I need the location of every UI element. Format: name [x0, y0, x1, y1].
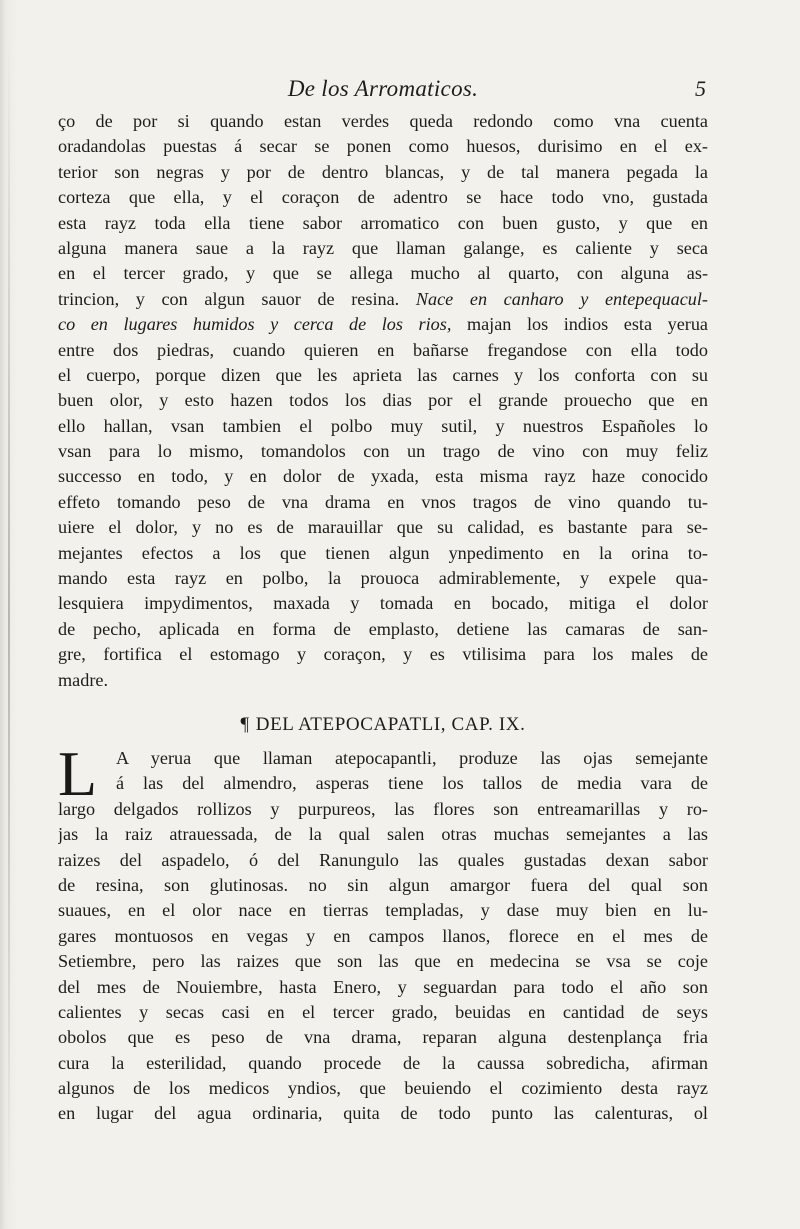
text-line: successo en todo, y en dolor de yxada, esta misma rayz haze conocido [58, 466, 708, 487]
text-line: mando esta rayz en polbo, la prouoca admirablemente, y expele qua- [58, 568, 708, 589]
text-line: esta rayz toda ella tiene sabor arromatico con buen gusto, y que en [58, 212, 708, 233]
text-line: jas la raiz atrauessada, de la qual salen otras muchas semejantes a las [58, 824, 708, 845]
text-line: de pecho, aplicada en forma de emplasto, detiene las camaras de san- [58, 618, 708, 639]
text-line: vsan para lo mismo, tomandolos con un trago de vino con muy feliz [58, 441, 708, 462]
section-heading [58, 708, 708, 742]
text-line: de resina, son glutinosas. no sin algun amargor fuera del qual son [58, 874, 708, 895]
text-line: algunos de los medicos yndios, que beuiendo el cozimiento desta rayz [58, 1078, 708, 1099]
text-line: effeto tomando peso de vna drama en vnos tragos de vino quando tu- [58, 491, 708, 512]
text-line: madre. [58, 669, 108, 690]
text-line: lesquiera impydimentos, maxada y tomada en bocado, mitiga el dolor [58, 593, 708, 614]
text-run: trincion, y con algun sauor de resina. [58, 288, 400, 309]
text-line-with-italic [58, 287, 708, 312]
text-line: entre dos piedras, cuando quieren en bañarse fregandose con ella todo [58, 339, 708, 360]
text-line: corteza que ella, y el coraçon de adentro se hace todo vno, gustada [58, 187, 708, 208]
text-line: oradandolas puestas á secar se ponen como huesos, durisimo en el ex- [58, 136, 708, 157]
running-head: De los Arromaticos. [287, 76, 479, 101]
pilcrow-icon: ¶ [240, 713, 250, 735]
text-line: obolos que es peso de vna drama, reparan alguna destenplança fria [58, 1027, 708, 1048]
text-line: A yerua que llaman atepocapantli, produze las ojas semejante [116, 747, 708, 768]
italic-run: co en lugares humidos y cerca de los rios, [58, 314, 452, 335]
text-line-with-italic [58, 312, 708, 337]
text-line: buen olor, y esto hazen todos los dias por el grande prouecho que en [58, 390, 708, 411]
body-text [58, 109, 708, 1127]
text-line: raizes del aspadelo, ó del Ranungulo las quales gustadas dexan sabor [58, 849, 708, 870]
text-line: del mes de Nouiembre, hasta Enero, y seguardan para todo el año son [58, 976, 708, 997]
text-line: gre, fortifica el estomago y coraçon, y es vtilisima para los males de [58, 644, 708, 665]
text-line: ço de por si quando estan verdes queda redondo como vna cuenta [58, 111, 708, 131]
binding-gutter [8, 40, 10, 1200]
text-line: gares montuosos en vegas y en campos llanos, florece en el mes de [58, 925, 708, 946]
text-line: suaues, en el olor nace en tierras templadas, y dase muy bien en lu- [58, 900, 708, 921]
page-number: 5 [695, 76, 706, 101]
italic-run: Nace en canharo y entepequacul- [415, 288, 708, 309]
text-line: alguna manera saue a la rayz que llaman galange, es caliente y seca [58, 237, 708, 258]
text-line: cura la esterilidad, quando procede de la caussa sobredicha, afirman [58, 1052, 708, 1073]
text-line: Setiembre, pero las raizes que son las que en medecina se vsa se coje [58, 951, 708, 972]
text-line: calientes y secas casi en el tercer grado, beuidas en cantidad de seys [58, 1001, 708, 1022]
text-line: mejantes efectos a los que tienen algun ynpedimento en la orina to- [58, 542, 708, 563]
text-line: en el tercer grado, y que se allega mucho al quarto, con alguna as- [58, 263, 708, 284]
text-line: en lugar del agua ordinaria, quita de todo punto las calenturas, ol [58, 1103, 708, 1124]
paragraph-1 [58, 109, 708, 693]
text-line: á las del almendro, asperas tiene los tallos de media vara de [116, 773, 708, 794]
section-title: DEL ATEPOCAPATLI, CAP. IX. [255, 713, 526, 735]
text-line: largo delgados rollizos y purpureos, las flores son entreamarillas y ro- [58, 798, 708, 819]
text-run: majan los indios esta yerua [466, 314, 708, 335]
text-line: terior son negras y por de dentro blancas, y de tal manera pegada la [58, 161, 708, 182]
drop-cap: L [58, 737, 98, 809]
text-line: uiere el dolor, y no es de marauillar que su calidad, es bastante para se- [58, 517, 708, 538]
text-line: ello hallan, vsan tambien el polbo muy sutil, y nuestros Españoles lo [58, 415, 708, 436]
page-header [60, 76, 706, 104]
text-line: el cuerpo, porque dizen que les aprieta las carnes y los conforta con su [58, 364, 708, 385]
paragraph-2 [58, 737, 708, 1127]
